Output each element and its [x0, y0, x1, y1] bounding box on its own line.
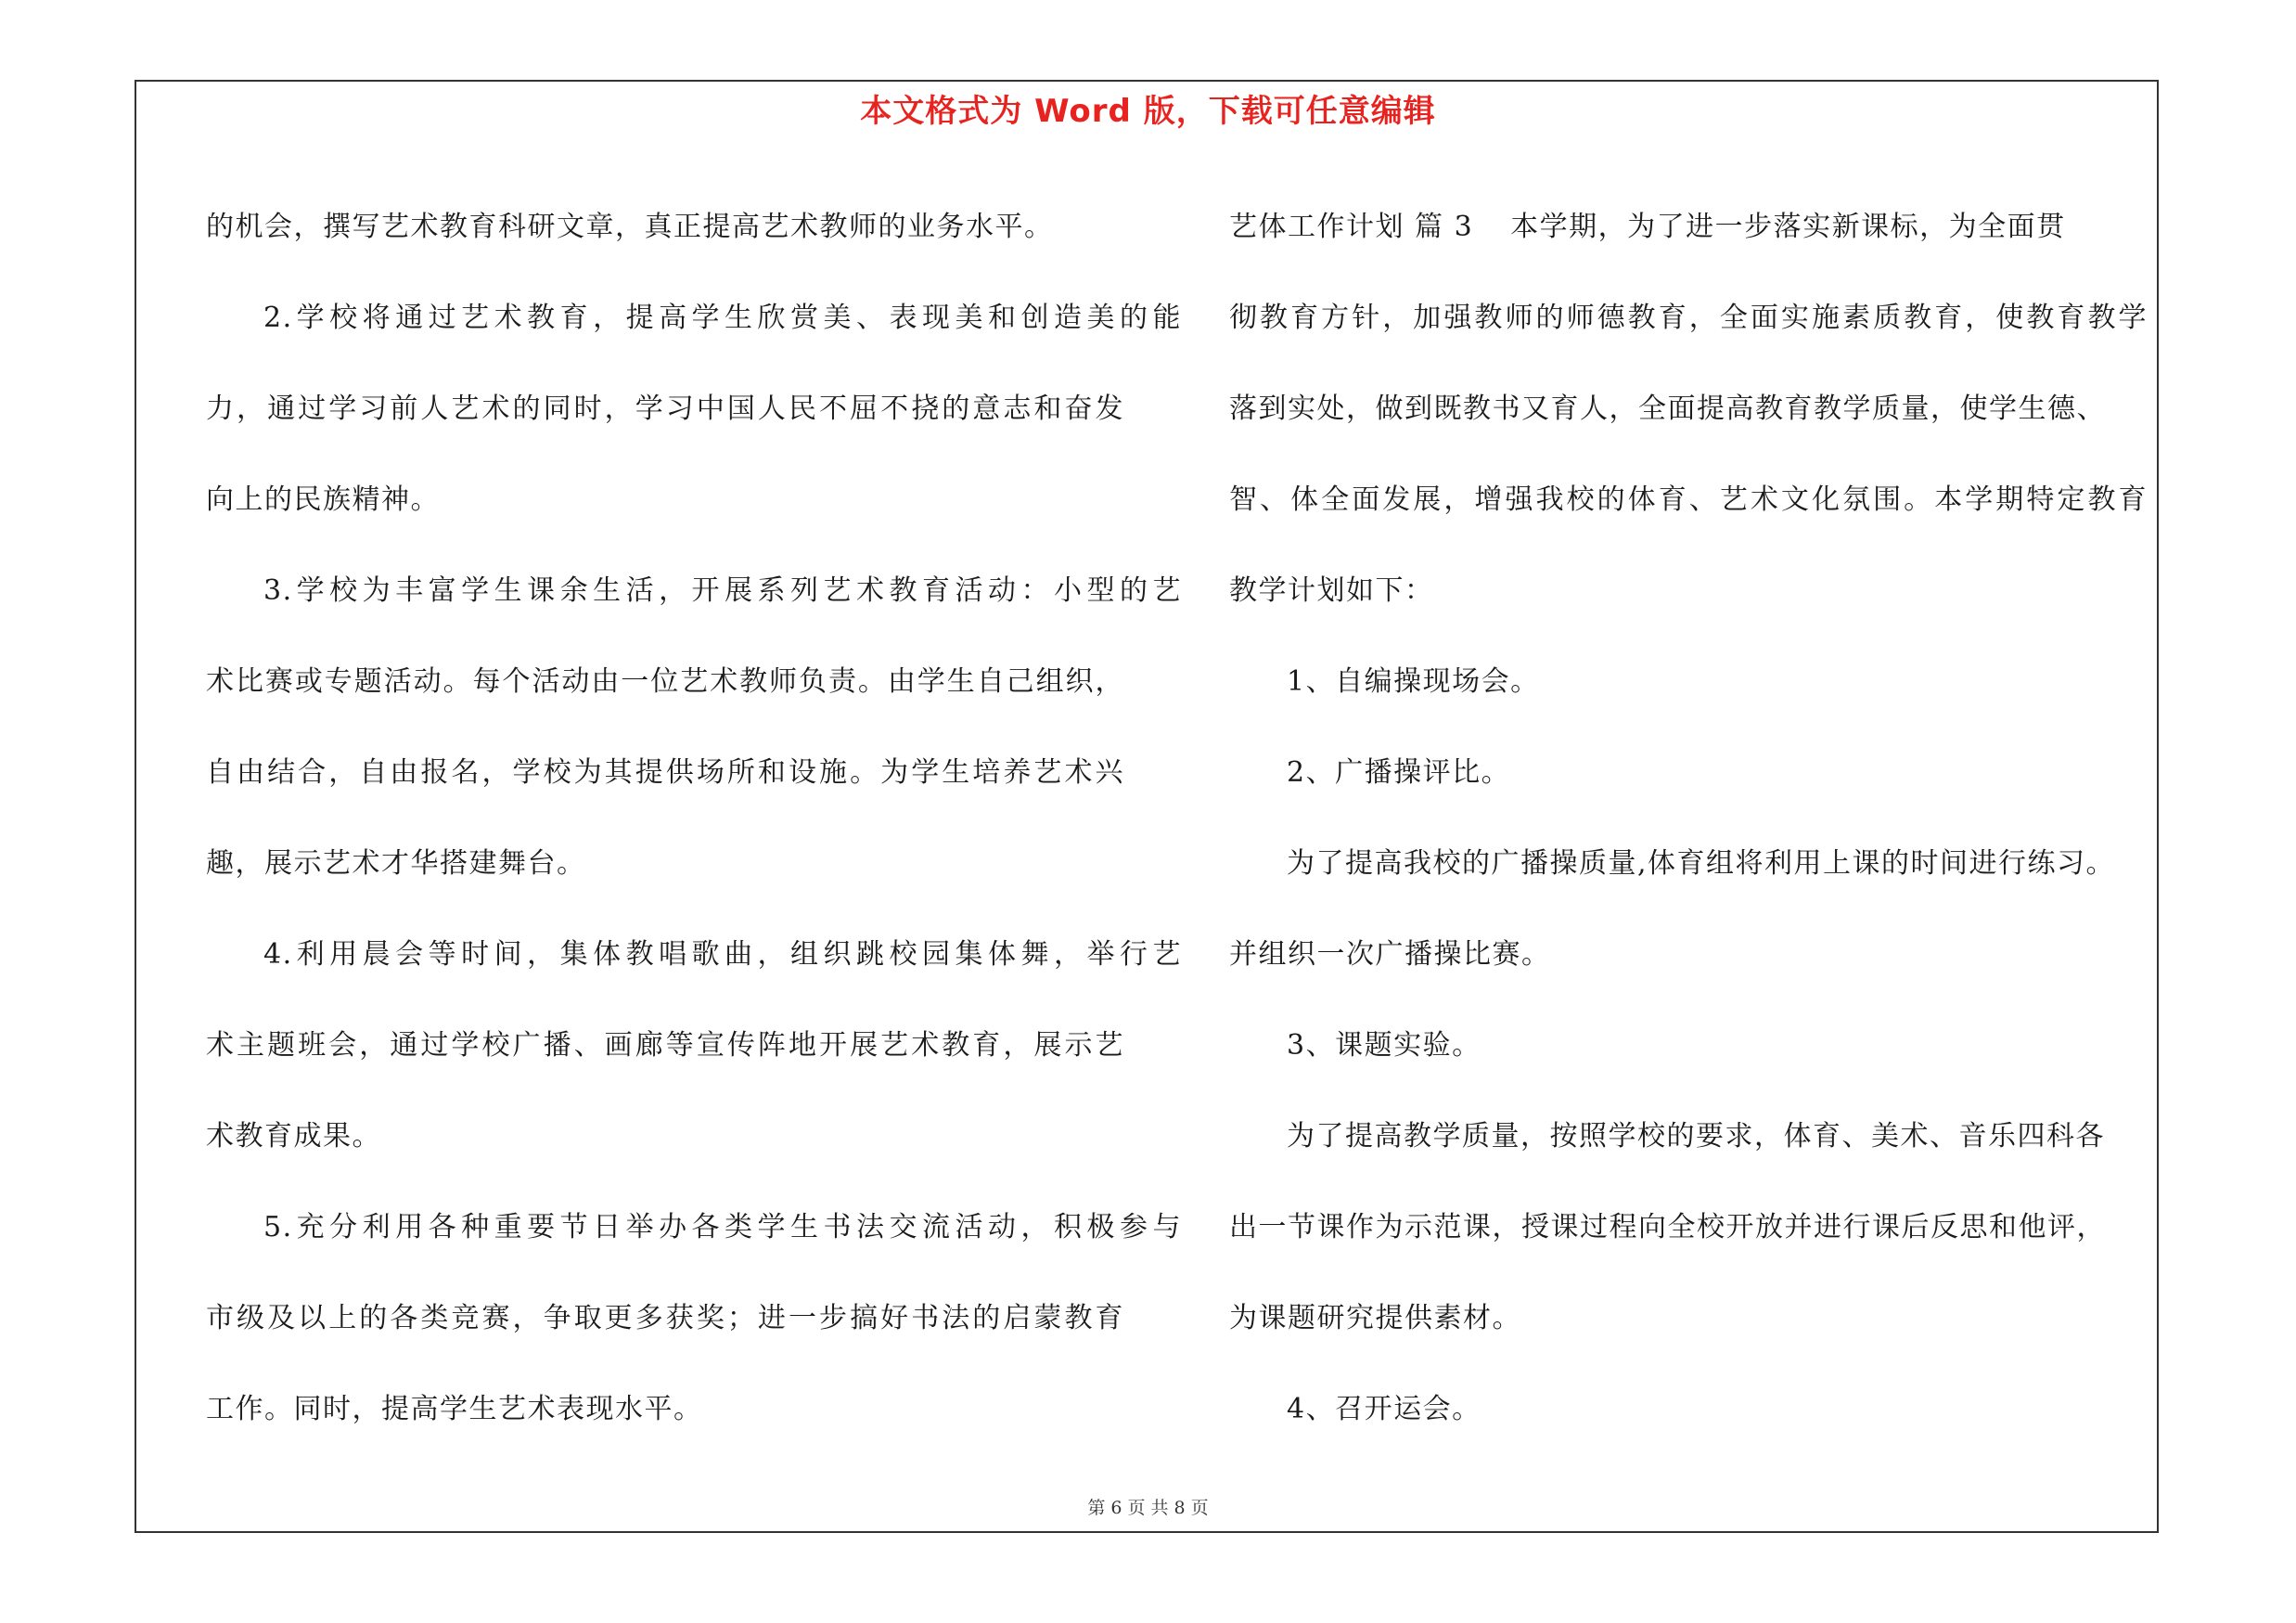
list-item: 2、广播操评比。	[1287, 756, 1511, 789]
paragraph-line: 3.学校为丰富学生课余生活，开展系列艺术教育活动：小型的艺	[263, 574, 1182, 607]
paragraph-line: 落到实处，做到既教书又育人，全面提高教育教学质量，使学生德、	[1229, 393, 2106, 425]
paragraph-line: 4.利用晨会等时间，集体教唱歌曲，组织跳校园集体舞，举行艺	[263, 938, 1182, 971]
section-title-line	[1229, 182, 2161, 273]
paragraph-line: 为了提高我校的广播操质量,体育组将利用上课的时间进行练习。	[1287, 847, 2116, 880]
paragraph-line: 2.学校将通过艺术教育，提高学生欣赏美、表现美和创造美的能	[263, 302, 1182, 334]
paragraph-line: 为课题研究提供素材。	[1229, 1302, 1521, 1334]
paragraph-line: 并组织一次广播操比赛。	[1229, 938, 1551, 971]
section-title: 艺体工作计划 篇 3	[1229, 211, 1474, 243]
list-item: 4、召开运会。	[1287, 1393, 1481, 1425]
paragraph-line: 智、体全面发展，增强我校的体育、艺术文化氛围。本学期特定教育	[1229, 483, 2148, 516]
list-item: 3、课题实验。	[1287, 1029, 1481, 1062]
left-column	[206, 182, 1182, 1455]
paragraph-line: 为了提高教学质量，按照学校的要求，体育、美术、音乐四科各	[1287, 1120, 2105, 1153]
list-item: 1、自编操现场会。	[1287, 665, 1540, 698]
paragraph-line: 趣，展示艺术才华搭建舞台。	[206, 847, 586, 880]
paragraph-line: 出一节课作为示范课，授课过程向全校开放并进行课后反思和他评，	[1229, 1211, 2106, 1243]
word-format-banner: 本文格式为 Word 版，下载可任意编辑	[860, 93, 1436, 130]
paragraph-line: 的机会，撰写艺术教育科研文章，真正提高艺术教师的业务水平。	[206, 211, 1054, 243]
right-column	[1229, 182, 2161, 1455]
page-number-footer: 第 6 页 共 8 页	[1087, 1498, 1209, 1518]
paragraph-line: 术教育成果。	[206, 1120, 381, 1153]
paragraph-line: 术主题班会，通过学校广播、画廊等宣传阵地开展艺术教育，展示艺	[206, 1029, 1124, 1062]
paragraph-line: 工作。同时，提高学生艺术表现水平。	[206, 1393, 703, 1425]
paragraph-line: 术比赛或专题活动。每个活动由一位艺术教师负责。由学生自己组织，	[206, 665, 1124, 698]
paragraph-line: 彻教育方针，加强教师的师德教育，全面实施素质教育，使教育教学	[1229, 302, 2148, 334]
paragraph-line: 向上的民族精神。	[206, 483, 440, 516]
paragraph-line: 5.充分利用各种重要节日举办各类学生书法交流活动，积极参与	[263, 1211, 1182, 1243]
paragraph-line: 教学计划如下：	[1229, 574, 1434, 607]
paragraph-line: 自由结合，自由报名，学校为其提供场所和设施。为学生培养艺术兴	[206, 756, 1124, 789]
paragraph-line: 力，通过学习前人艺术的同时，学习中国人民不屈不挠的意志和奋发	[206, 393, 1124, 425]
paragraph-line: 本学期，为了进一步落实新课标，为全面贯	[1510, 211, 2066, 243]
paragraph-line: 市级及以上的各类竞赛，争取更多获奖；进一步搞好书法的启蒙教育	[206, 1302, 1124, 1334]
